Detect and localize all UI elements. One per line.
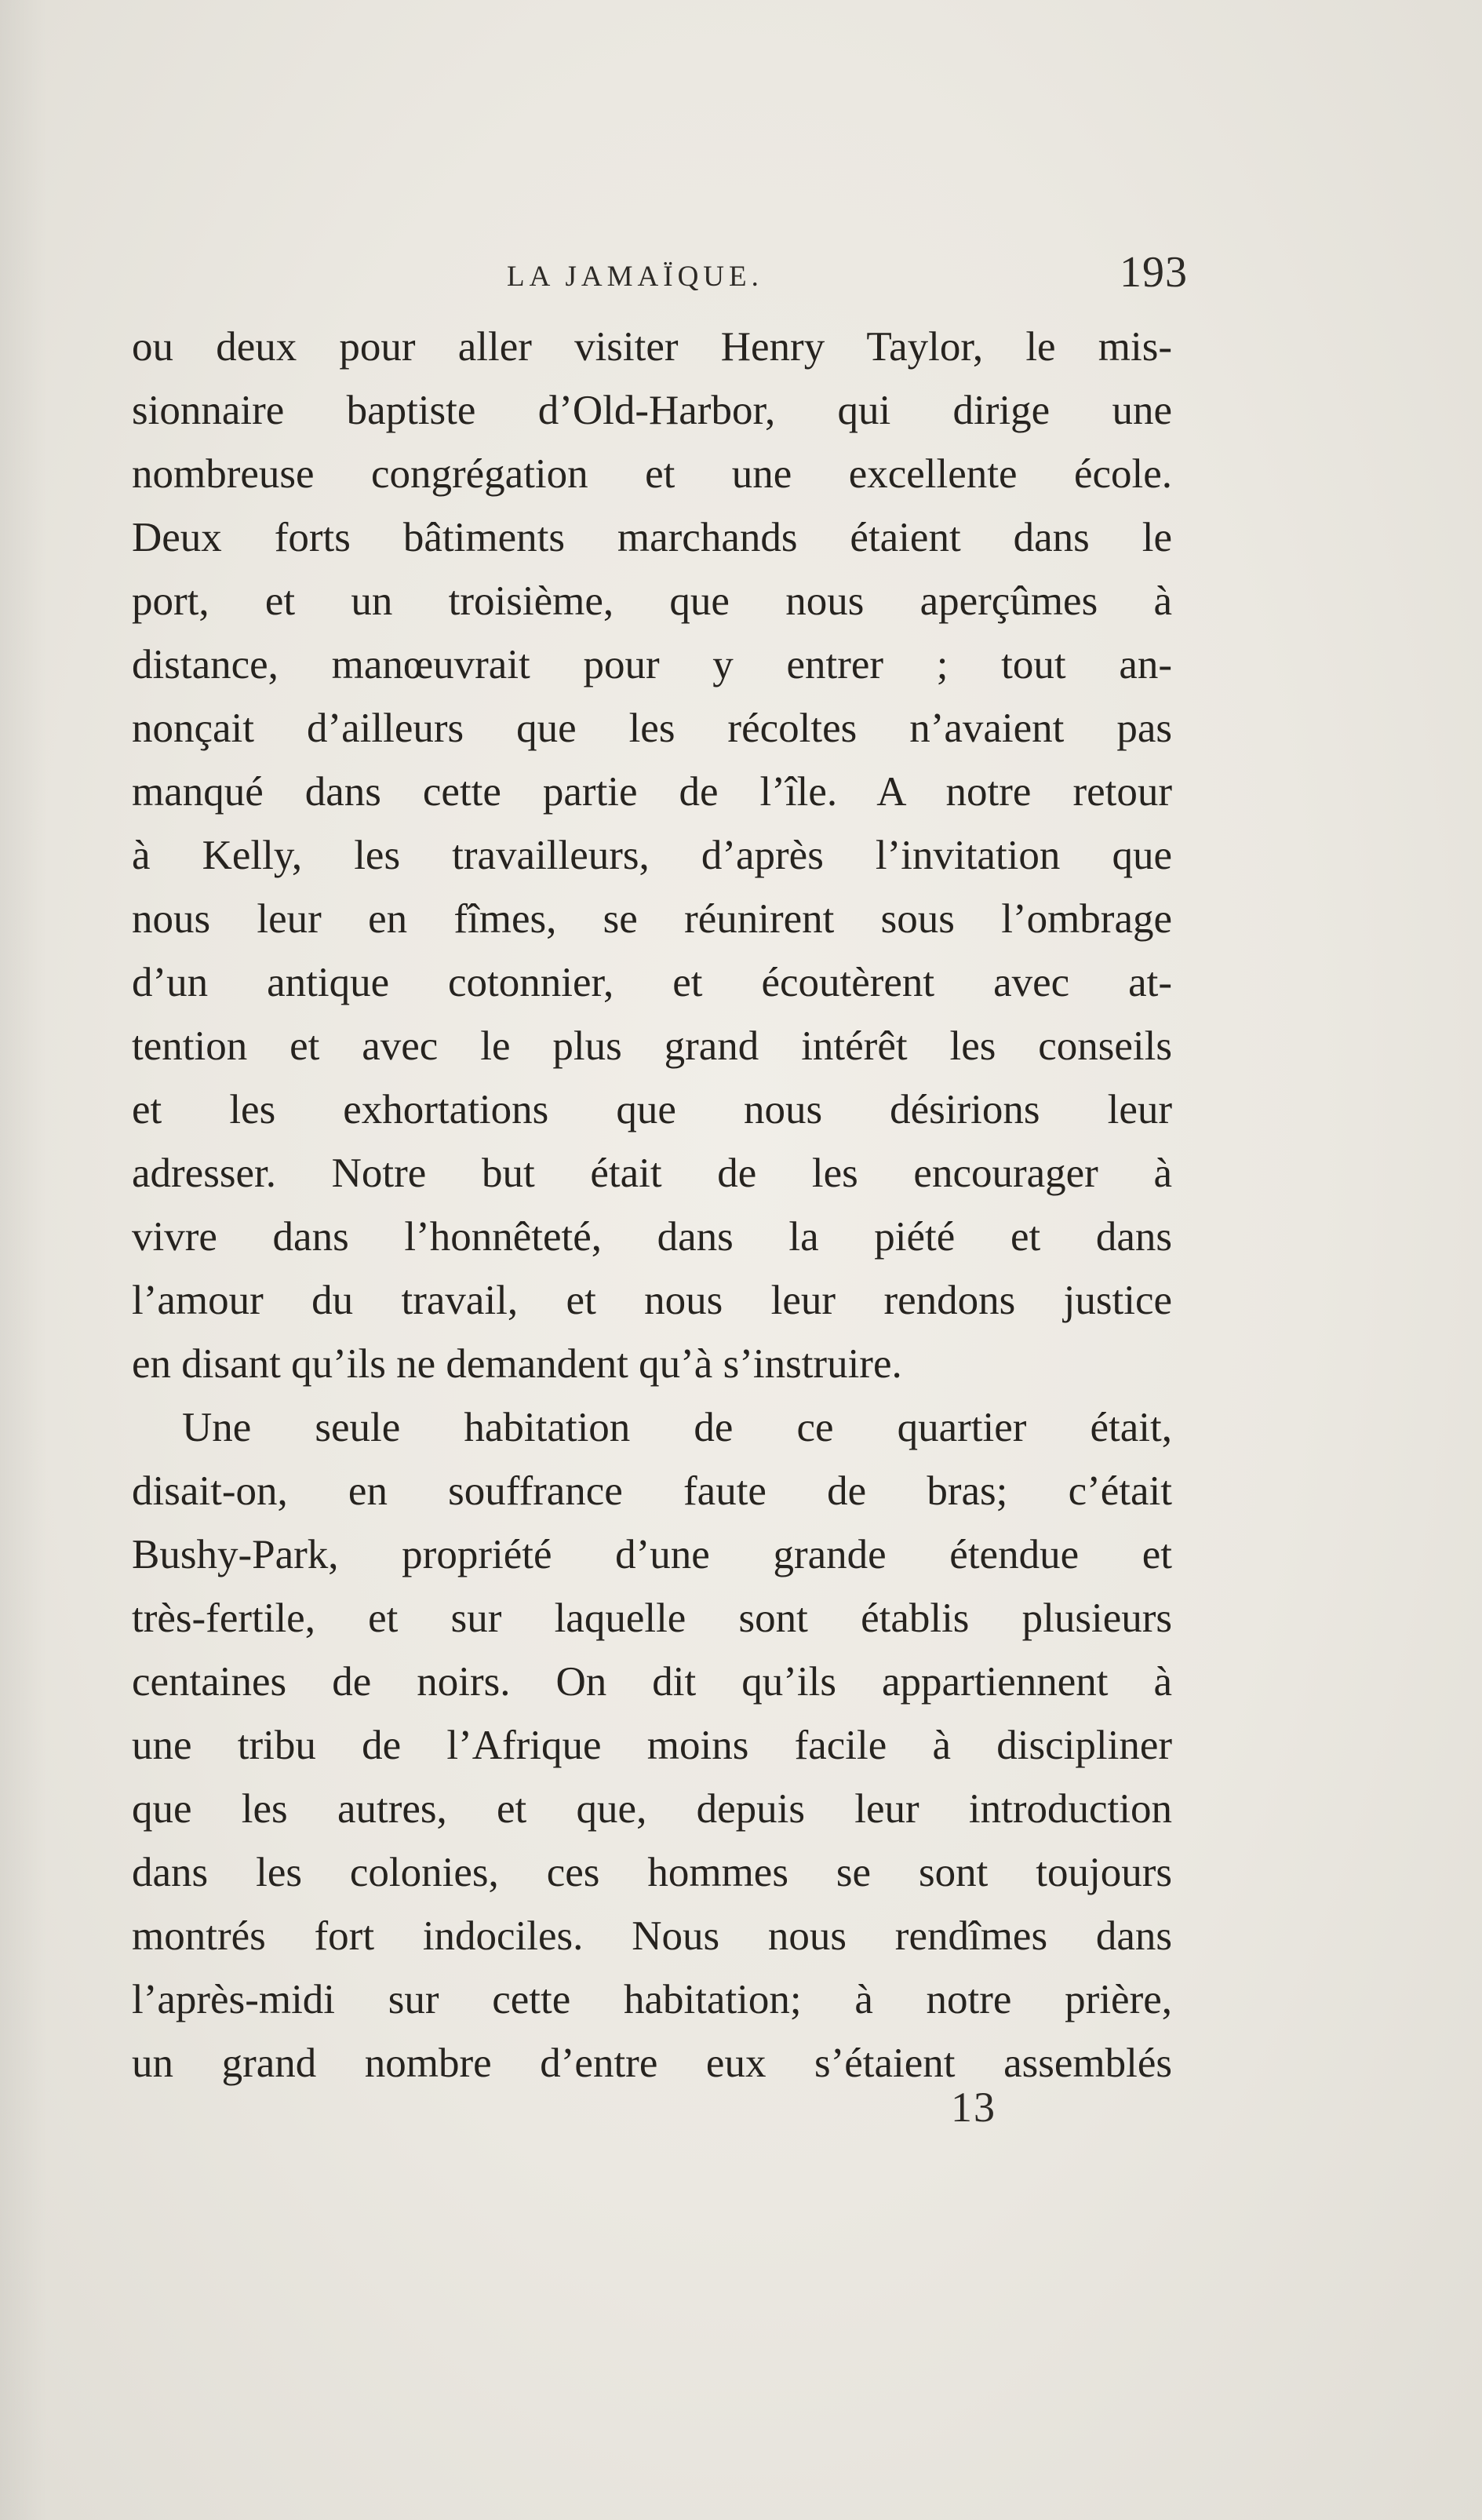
text-line: une tribu de l’Afrique moins facile à discipliner <box>132 1723 1172 1768</box>
text-line: que les autres, et que, depuis leur introduction <box>132 1786 1172 1832</box>
page-edge-shadow <box>0 0 47 2520</box>
signature-mark: 13 <box>951 2084 996 2131</box>
text-line: tention et avec le plus grand intérêt les conseils <box>132 1023 1172 1069</box>
text-line: à Kelly, les travailleurs, d’après l’invitation que <box>132 833 1172 878</box>
text-line: montrés fort indociles. Nous nous rendîmes dans <box>132 1913 1172 1959</box>
text-line: vivre dans l’honnêteté, dans la piété et dans <box>132 1214 1172 1260</box>
body-text <box>132 315 1172 2095</box>
text-line: nonçait d’ailleurs que les récoltes n’avaient pas <box>132 706 1172 751</box>
text-line: port, et un troisième, que nous aperçûmes à <box>132 578 1172 624</box>
text-line: nous leur en fîmes, se réunirent sous l’ombrage <box>132 896 1172 942</box>
text-line: distance, manœuvrait pour y entrer ; tout an- <box>132 642 1172 687</box>
text-line: l’après-midi sur cette habitation; à notre prière, <box>132 1977 1172 2022</box>
text-line: Deux forts bâtiments marchands étaient dans le <box>132 515 1172 560</box>
paragraph-start-line: Une seule habitation de ce quartier était, <box>182 1405 1172 1450</box>
running-title: LA JAMAÏQUE. <box>507 261 763 293</box>
text-line: adresser. Notre but était de les encourager à <box>132 1151 1172 1196</box>
text-line: disait-on, en souffrance faute de bras; c’était <box>132 1468 1172 1514</box>
text-line: centaines de noirs. On dit qu’ils appartiennent à <box>132 1659 1172 1705</box>
text-line: dans les colonies, ces hommes se sont toujours <box>132 1850 1172 1895</box>
text-line: Bushy-Park, propriété d’une grande étendue et <box>132 1532 1172 1577</box>
text-line: et les exhortations que nous désirions leur <box>132 1087 1172 1132</box>
text-line: l’amour du travail, et nous leur rendons justice <box>132 1278 1172 1323</box>
text-line: très-fertile, et sur laquelle sont établis plusieurs <box>132 1596 1172 1641</box>
text-line: d’un antique cotonnier, et écoutèrent avec at- <box>132 960 1172 1005</box>
page-number: 193 <box>1120 248 1188 297</box>
text-line: nombreuse congrégation et une excellente école. <box>132 451 1172 497</box>
text-line: un grand nombre d’entre eux s’étaient assemblés <box>132 2040 1172 2086</box>
paragraph-end-line: en disant qu’ils ne demandent qu’à s’instruire. <box>132 1341 902 1387</box>
running-head <box>132 247 1188 310</box>
text-line: manqué dans cette partie de l’île. A notre retour <box>132 769 1172 815</box>
text-line: ou deux pour aller visiter Henry Taylor, le mis- <box>132 324 1172 370</box>
text-line: sionnaire baptiste d’Old-Harbor, qui dirige une <box>132 388 1172 433</box>
